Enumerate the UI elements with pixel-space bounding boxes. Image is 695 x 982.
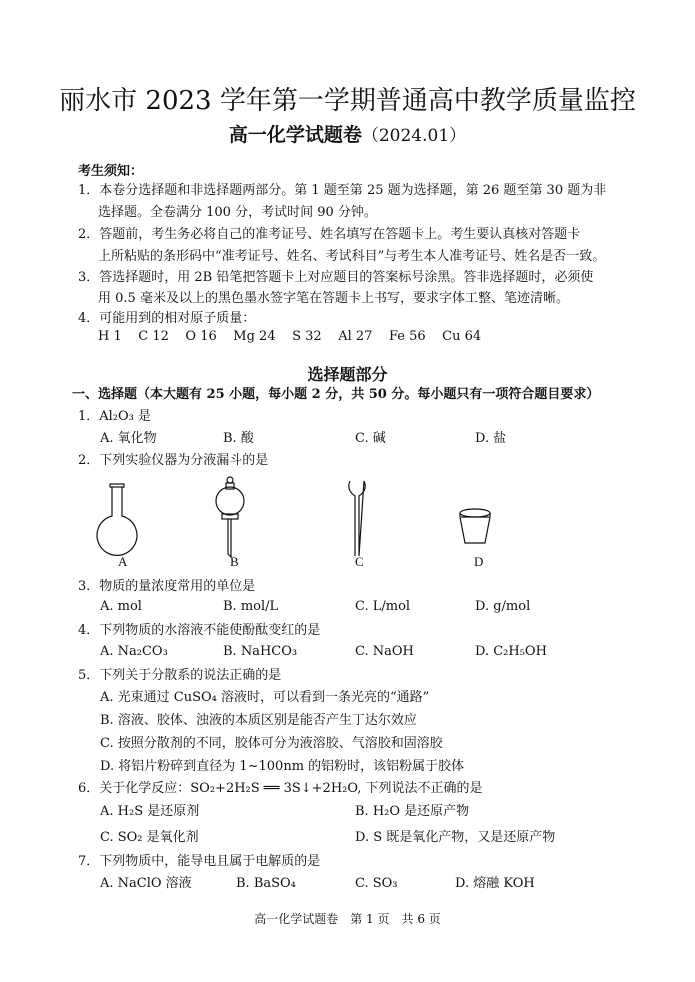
page-footer: 高一化学试题卷 第 1 页 共 6 页 <box>254 912 441 926</box>
option-b: B. 溶液、胶体、浊液的本质区别是能否产生丁达尔效应 <box>100 713 417 728</box>
notice-line: 1．本卷分选择题和非选择题两部分。第 1 题至第 25 题为选择题，第 26 题至第 30 题为非 <box>78 183 607 198</box>
option-b: B. BaSO₄ <box>236 876 296 891</box>
option-b: B. NaHCO₃ <box>223 644 298 659</box>
option-a: A. mol <box>100 599 142 614</box>
notice-line: 2．答题前，考生务必将自己的准考证号、姓名填写在答题卡上。考生要认真核对答题卡 <box>78 227 581 242</box>
option-d: D. 盐 <box>475 431 507 446</box>
option-d: D. g/mol <box>475 599 531 614</box>
question-5: 5．下列关于分散系的说法正确的是 <box>78 668 282 683</box>
option-b: B. H₂O 是还原产物 <box>355 804 470 819</box>
round-bottom-flask-icon <box>95 476 145 561</box>
part-heading: 一、选择题（本大题有 25 小题，每小题 2 分，共 50 分。每小题只有一项符合题目要求） <box>72 387 600 402</box>
question-6: 6．关于化学反应：SO₂+2H₂S ══ 3S↓+2H₂O, 下列说法不正确的是 <box>78 781 483 796</box>
option-a: A. 光束通过 CuSO₄ 溶液时，可以看到一条光亮的“通路” <box>100 690 430 705</box>
option-d: D. C₂H₅OH <box>475 644 547 659</box>
question-4: 4．下列物质的水溶液不能使酚酞变红的是 <box>78 623 321 638</box>
option-b: B. 酸 <box>223 431 254 446</box>
figure-label-a: A <box>118 554 128 569</box>
option-d: D. S 既是氧化产物，又是还原产物 <box>355 830 556 845</box>
figure-label-b: B <box>230 554 239 569</box>
figure-label-d: D <box>474 554 484 569</box>
option-a: A. 氧化物 <box>100 431 157 446</box>
exam-subtitle <box>0 120 695 147</box>
notice-line: 3．答选择题时，用 2B 铅笔把答题卡上对应题目的答案标号涂黑。答非选择题时，必须使 <box>78 270 594 285</box>
notice-line: 选择题。全卷满分 100 分，考试时间 90 分钟。 <box>98 205 377 220</box>
notice-heading: 考生须知： <box>78 164 144 179</box>
notice-line: 上所粘贴的条形码中“准考证号、姓名、考试科目”与考生本人准考证号、姓名是否一致。 <box>98 249 606 264</box>
section-heading: 选择题部分 <box>307 365 388 384</box>
option-c: C. L/mol <box>355 599 411 614</box>
option-d: D. 将铝片粉碎到直径为 1~100nm 的铝粉时，该铝粉属于胶体 <box>100 759 465 774</box>
notice-line: 4．可能用到的相对原子质量： <box>78 311 256 326</box>
option-c: C. 按照分散剂的不同，胶体可分为液溶胶、气溶胶和固溶胶 <box>100 736 443 751</box>
option-b: B. mol/L <box>223 599 279 614</box>
atomic-masses: H 1 C 12 O 16 Mg 24 S 32 Al 27 Fe 56 Cu 64 <box>98 329 482 344</box>
separatory-funnel-icon <box>210 476 250 561</box>
option-c: C. SO₃ <box>355 876 398 891</box>
notice-line: 用 0.5 毫米及以上的黑色墨水签字笔在答题卡上书写，要求字体工整、笔迹清晰。 <box>98 291 569 306</box>
figure-label-c: C <box>355 554 364 569</box>
dropping-funnel-icon <box>342 476 372 561</box>
option-c: C. SO₂ 是氧化剂 <box>100 830 199 845</box>
subtitle-date: （2024.01） <box>361 126 467 146</box>
question-1: 1．Al₂O₃ 是 <box>78 409 152 424</box>
question-3: 3．物质的量浓度常用的单位是 <box>78 579 256 594</box>
question-7: 7．下列物质中，能导电且属于电解质的是 <box>78 854 321 869</box>
option-a: A. Na₂CO₃ <box>100 644 168 659</box>
option-d: D. 熔融 KOH <box>455 876 535 891</box>
exam-title: 丽水市 2023 学年第一学期普通高中教学质量监控 <box>59 86 636 116</box>
subtitle-text: 高一化学试题卷 <box>228 124 362 146</box>
crucible-icon <box>455 505 495 550</box>
option-a: A. H₂S 是还原剂 <box>100 804 200 819</box>
question-2: 2．下列实验仪器为分液漏斗的是 <box>78 453 269 468</box>
option-c: C. NaOH <box>355 644 414 659</box>
option-c: C. 碱 <box>355 431 386 446</box>
option-a: A. NaClO 溶液 <box>100 876 192 891</box>
